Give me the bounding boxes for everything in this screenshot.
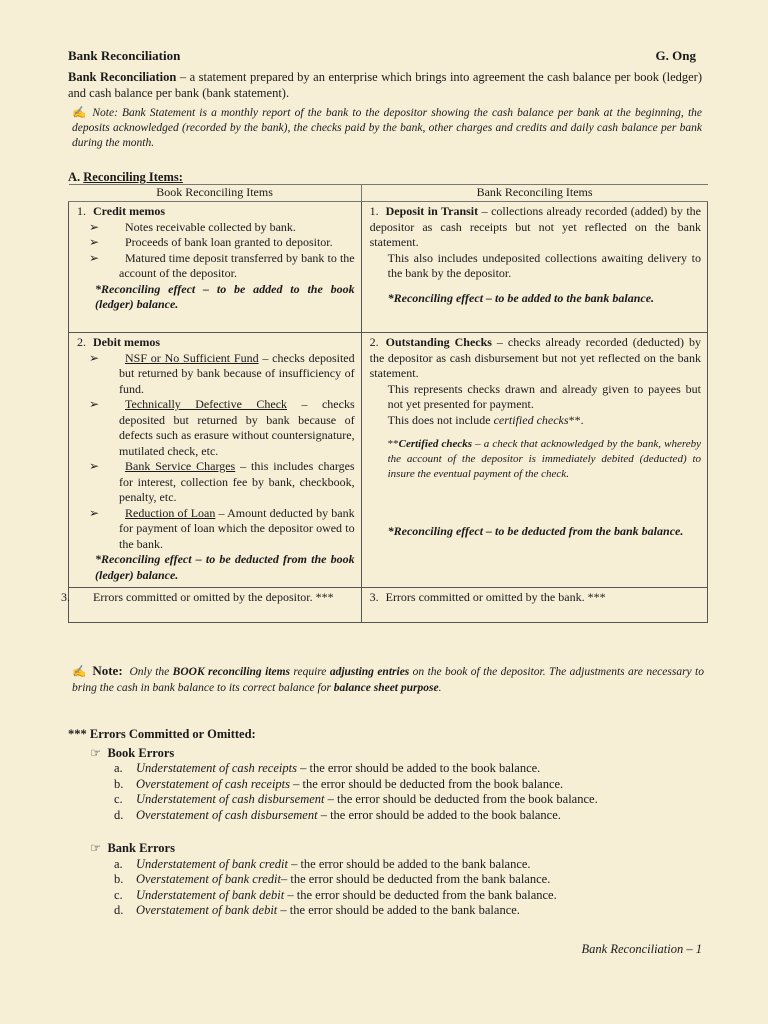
page-footer: Bank Reconciliation – 1 [581, 942, 702, 956]
list-item [114, 792, 708, 808]
list-letter: b. [114, 776, 124, 791]
note-label: Note [92, 107, 115, 119]
section-a-label: Reconciling Items: [83, 170, 183, 184]
list-item [114, 761, 708, 777]
bank-errors-text: Errors committed or omitted by the bank. *** [385, 590, 606, 604]
deposit-in-transit-text: – collections already recorded (added) by the depositor as cash receipts but not yet reflected on the bank statement. [369, 204, 701, 249]
list-text: – the error should be deducted from the bank balance. [280, 872, 551, 886]
book-errors-title: Book Errors [107, 745, 175, 760]
item-number: 2. [77, 335, 86, 349]
list-letter: a. [114, 856, 123, 871]
list-item [114, 872, 708, 888]
list-letter: a. [114, 761, 123, 775]
arrow-bullet-icon: ➢ [89, 459, 100, 473]
cert-stars: ** [387, 438, 399, 450]
item-number: 3. [61, 590, 70, 604]
list-letter: d. [114, 807, 124, 822]
outstanding-checks-title: Outstanding Checks [385, 335, 492, 349]
bank-outstanding-checks-cell [361, 333, 707, 588]
section-a-prefix: A. [68, 170, 84, 184]
errors-title: *** Errors Committed or Omitted: [68, 727, 256, 741]
note-adjusting-entries [72, 663, 704, 696]
book-credit-memos-cell [69, 202, 362, 333]
book-errors-text: Errors committed or omitted by the depositor. *** [93, 590, 334, 604]
list-letter: b. [114, 872, 124, 886]
text3-part: This does not include [387, 412, 494, 427]
intro-definition: – a statement prepared by an enterprise which brings into agreement the cash balance per book (ledger) and cash balance per bank (bank statement). [68, 70, 702, 100]
book-errors-cell [61, 588, 362, 623]
list-item [114, 903, 708, 919]
list-text: – the error should be added to the book balance. [317, 807, 561, 822]
nsf-text: – checks deposited but returned by bank because of insufficiency of fund. [119, 350, 355, 396]
bank-deposit-transit-cell [361, 202, 707, 333]
list-item [77, 506, 355, 553]
loan-reduction-term: Reduction of Loan [125, 505, 216, 520]
hand-writing-icon: ✍ [72, 107, 87, 119]
book-credit-effect: *Reconciling effect – to be added to the book (ledger) balance. [95, 281, 355, 311]
list-text: – the error should be added to the bank balance. [287, 856, 531, 871]
service-charges-text: – this includes charges for interest, collection fee by bank, checkbook, penalty, etc. [119, 459, 355, 504]
list-text: – the error should be deducted from the book balance. [324, 792, 598, 806]
arrow-bullet-icon: ➢ [89, 250, 100, 265]
doc-author: G. Ong [655, 48, 696, 63]
list-item [77, 220, 355, 236]
note2-label: Note: [92, 663, 123, 678]
list-item-text: Proceeds of bank loan granted to depositor. [125, 235, 333, 249]
list-letter: c. [114, 887, 123, 902]
note-statement [72, 106, 702, 151]
list-term: Overstatement of cash disbursement [136, 807, 318, 822]
loan-reduction-text: – Amount deducted by bank for payment of loan which the depositor owed to the bank. [119, 505, 355, 551]
intro-paragraph [68, 70, 702, 101]
list-term: Understatement of bank credit [136, 856, 288, 871]
note2-bold: balance sheet purpose [333, 682, 439, 694]
deposit-in-transit-title: Deposit in Transit [385, 204, 479, 218]
list-letter: c. [114, 792, 123, 806]
doc-title: Bank Reconciliation [68, 48, 181, 63]
list-item-text: Matured time deposit transferred by bank to the account of the depositor. [119, 250, 355, 280]
pointing-hand-icon: ☞ [90, 841, 102, 855]
bank-outstanding-effect: *Reconciling effect – to be deducted from the bank balance. [387, 524, 684, 538]
hand-writing-icon: ✍ [72, 666, 87, 678]
list-text: – the error should be deducted from the book balance. [290, 776, 564, 791]
item-number: 2. [369, 335, 379, 349]
arrow-bullet-icon: ➢ [89, 505, 100, 520]
page-header [68, 48, 696, 64]
certified-checks-definition [388, 437, 701, 482]
bank-errors-cell [361, 588, 707, 623]
col-header-bank: Bank Reconciling Items [361, 185, 707, 202]
item-number: 1. [77, 204, 86, 218]
list-item [77, 251, 355, 282]
note2-bold: adjusting entries [329, 666, 410, 678]
cert-term: Certified checks [398, 438, 472, 450]
list-item [77, 235, 355, 251]
item-number: 3. [369, 590, 379, 604]
arrow-bullet-icon: ➢ [89, 397, 100, 411]
list-term: Overstatement of bank debit [136, 903, 278, 917]
note2-text: Only the [129, 666, 173, 678]
bank-deposit-effect: *Reconciling effect – to be added to the bank balance. [387, 290, 655, 305]
cert-text: – a check that acknowledged by the bank, whereby the account of the depositor is immediately debited (deducted) to insure the eventual payment of the check. [387, 438, 701, 480]
credit-memos-title: Credit memos [93, 204, 166, 218]
list-term: Understatement of cash receipts [136, 761, 297, 775]
list-text: – the error should be deducted from the bank balance. [284, 887, 557, 902]
list-text: – the error should be added to the bank balance. [277, 903, 520, 917]
note2-bold: BOOK reconciling items [172, 666, 291, 678]
reconciling-items-table [61, 184, 708, 623]
list-item [114, 857, 708, 873]
list-term: Understatement of bank debit [136, 887, 285, 902]
list-item [114, 808, 708, 824]
arrow-bullet-icon: ➢ [89, 235, 100, 249]
intro-term: Bank Reconciliation [68, 70, 177, 84]
arrow-bullet-icon: ➢ [89, 219, 100, 234]
list-letter: d. [114, 903, 124, 917]
list-item [77, 459, 355, 506]
list-term: Overstatement of cash receipts [136, 776, 291, 791]
list-text: – the error should be added to the book balance. [296, 761, 541, 775]
outstanding-checks-text3 [388, 413, 701, 429]
list-term: Overstatement of bank credit [136, 872, 281, 886]
deposit-in-transit-text2: This also includes undeposited collections awaiting delivery to the bank by the depositor. [387, 250, 701, 280]
list-item [114, 888, 708, 904]
book-debit-effect: *Reconciling effect – to be deducted from the book (ledger) balance. [95, 552, 355, 582]
item-number: 1. [369, 204, 379, 218]
defective-text: – checks deposited but returned by bank because of defects such as erasure without countersignature, mutilated check, etc. [119, 397, 355, 458]
bank-errors-title: Bank Errors [107, 841, 175, 855]
list-item [114, 777, 708, 793]
debit-memos-title: Debit memos [93, 335, 160, 349]
book-debit-memos-cell [69, 333, 362, 588]
note-text: : Bank Statement is a monthly report of the bank to the depositor showing the cash balance per bank at the beginning, the deposits acknowledged (recorded by the bank), the checks paid by the bank, other charges and credits and daily cash balance per bank during the month. [72, 107, 702, 149]
list-item-text: Notes receivable collected by bank. [125, 219, 296, 234]
note2-text: . [438, 682, 442, 694]
pointing-hand-icon: ☞ [90, 745, 102, 760]
list-item [77, 351, 355, 398]
col-header-book: Book Reconciling Items [69, 185, 362, 202]
note2-text: require [290, 666, 330, 678]
book-errors-group [90, 746, 708, 762]
text3-stars: **. [568, 412, 584, 427]
text3-certified: certified checks [493, 412, 569, 427]
service-charges-term: Bank Service Charges [125, 459, 236, 473]
outstanding-checks-text: – checks already recorded (deducted) by the depositor as cash disbursement but not yet reflected on the bank statement. [369, 335, 701, 380]
arrow-bullet-icon: ➢ [89, 350, 100, 365]
note2-text: on the book of the depositor. The adjustments are necessary to bring the cash in bank balance to its correct balance for [72, 666, 705, 694]
defective-term: Technically Defective Check [125, 397, 288, 411]
outstanding-checks-text2: This represents checks drawn and already given to payees but not yet presented for payment. [387, 381, 701, 411]
list-term: Understatement of cash disbursement [136, 792, 325, 806]
bank-errors-group [90, 841, 708, 857]
nsf-term: NSF or No Sufficient Fund [125, 350, 259, 365]
list-item [77, 397, 355, 459]
errors-section [68, 727, 708, 919]
